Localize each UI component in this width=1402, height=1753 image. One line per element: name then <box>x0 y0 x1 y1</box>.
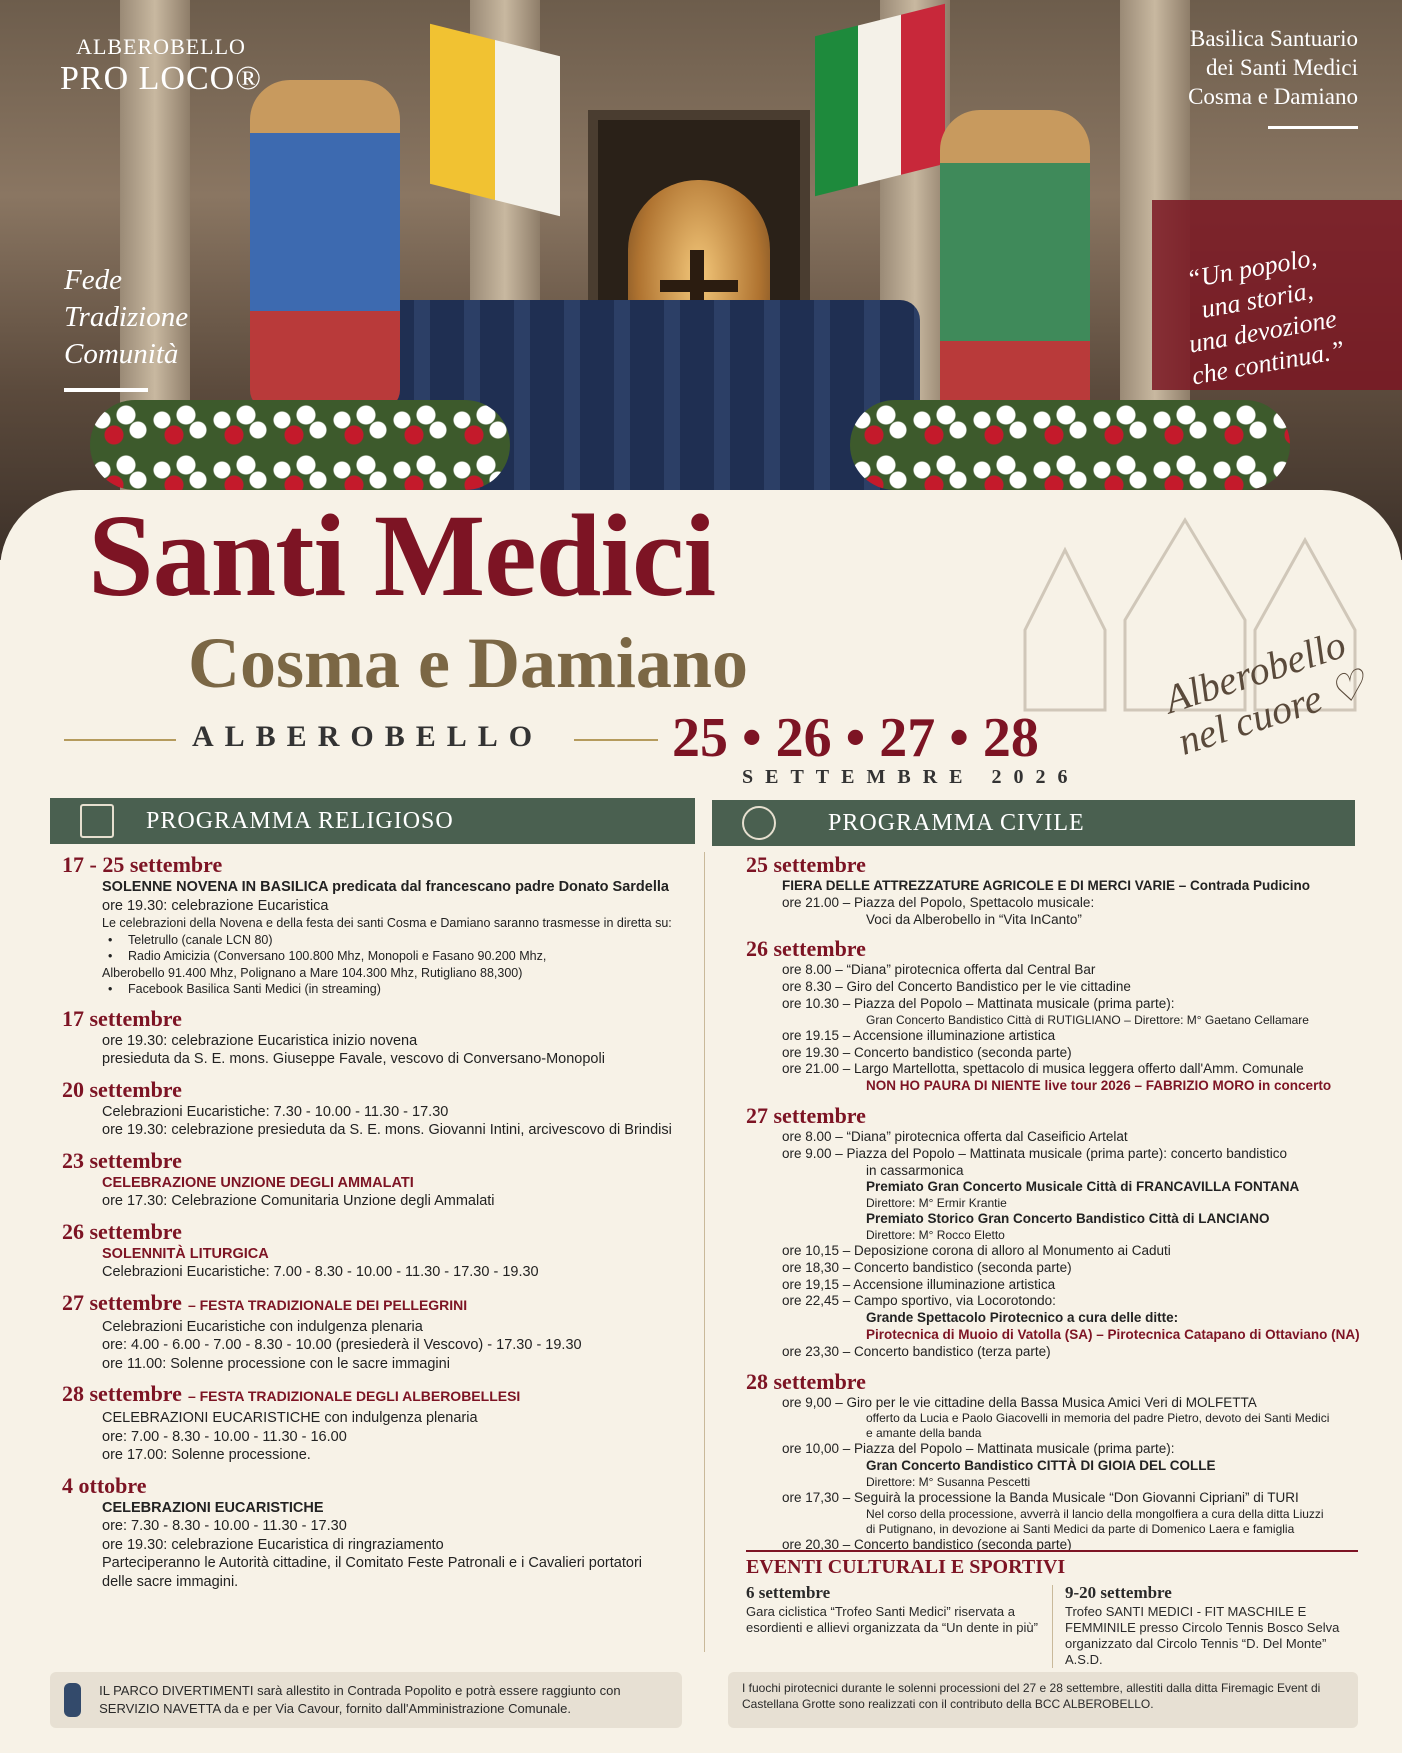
program-line: CELEBRAZIONE UNZIONE DEGLI AMMALATI <box>102 1174 414 1191</box>
day-date: 23 settembre <box>62 1147 182 1173</box>
program-line: ore 17,30 – Seguirà la processione la Banda Musicale “Don Giovanni Cipriani” di TURI <box>782 1489 1299 1505</box>
eventi-section <box>746 1550 1358 1668</box>
day-tag: – FESTA TRADIZIONALE DEI PELLEGRINI <box>187 1296 468 1313</box>
program-line: ore 17.30: Celebrazione Comunitaria Unzione degli Ammalati <box>102 1193 495 1209</box>
program-line: SOLENNITÀ LITURGICA <box>102 1245 269 1262</box>
day-heading <box>62 852 702 878</box>
day-date: 17 - 25 settembre <box>62 852 223 877</box>
footer-fuochi <box>728 1672 1358 1728</box>
day-heading <box>746 936 1366 962</box>
program-line: Nel corso della processione, avverrà il lancio della mongolfiera a cura della ditta Liuzzi <box>866 1506 1324 1521</box>
program-line: SOLENNE NOVENA IN BASILICA predicata dal francescano padre Donato Sardella <box>102 879 669 895</box>
motto: Fede Tradizione Comunità <box>64 264 189 370</box>
script-slogan: Alberobello nel cuore ♡ <box>1158 621 1372 764</box>
program-line: ore 8.30 – Giro del Concerto Bandistico per le vie cittadine <box>782 979 1131 995</box>
program-line: offerto da Lucia e Paolo Giacovelli in memoria del padre Pietro, devoto dei Santi Medici <box>866 1411 1330 1426</box>
program-line: Voci da Alberobello in “Vita InCanto” <box>866 911 1082 927</box>
program-line: Parteciperanno le Autorità cittadine, il Comitato Feste Patronali e i Cavalieri portatori <box>102 1555 642 1571</box>
program-line: • Teletrullo (canale LCN 80) <box>62 932 702 949</box>
day-heading <box>62 1148 702 1174</box>
evento-item <box>746 1585 1052 1668</box>
section-civile-header <box>712 800 1355 846</box>
event-dates: 25 • 26 • 27 • 28 <box>672 707 1039 769</box>
footer-text: IL PARCO DIVERTIMENTI sarà allestito in Contrada Popolito e potrà essere raggiunto con SERVIZIO NAVETTA da e per Via Cavour, fornito dall'Amministrazione Comunale. <box>99 1683 621 1716</box>
program-line: FIERA DELLE ATTREZZATURE AGRICOLE E DI MERCI VARIE – Contrada Pudicino <box>782 878 1311 893</box>
day-date: 26 settembre <box>746 936 866 962</box>
program-line: Direttore: M° Ermir Krantie <box>866 1196 1007 1211</box>
day-date: 25 settembre <box>746 852 866 877</box>
day-date: 27 settembre <box>62 1289 182 1315</box>
program-line: NON HO PAURA DI NIENTE live tour 2026 – FABRIZIO MORO in concerto <box>866 1078 1332 1094</box>
divider <box>1268 126 1358 129</box>
program-line: ore 20,30 – Concerto bandistico (seconda parte) <box>782 1536 1072 1552</box>
program-line: ore 19.30: celebrazione Eucaristica di ringraziamento <box>102 1536 444 1553</box>
italian-flag <box>815 4 945 196</box>
program-line: Direttore: M° Rocco Eletto <box>866 1227 1005 1242</box>
program-line: di Putignano, in devozione ai Santi Medici da parte di Domenico Laera e famiglia <box>866 1521 1295 1536</box>
day-date: 28 settembre <box>746 1368 866 1394</box>
evento-text: Trofeo SANTI MEDICI - FIT MASCHILE E FEMMINILE presso Circolo Tennis Bosco Selva organizzato dal Circolo Tennis “D. Del Monte” A.S.D. <box>1065 1604 1340 1667</box>
program-line: ore 10.30 – Piazza del Popolo – Mattinata musicale (prima parte): <box>782 995 1175 1011</box>
basilica-name: Basilica Santuario dei Santi Medici Cosma e Damiano <box>1188 26 1358 109</box>
program-line: Gran Concerto Bandistico Città di RUTIGLIANO – Direttore: M° Gaetano Cellamare <box>866 1012 1309 1027</box>
program-line: ore: 7.00 - 8.30 - 10.00 - 11.30 - 16.00 <box>102 1428 347 1445</box>
flower-arrangement <box>90 400 510 490</box>
program-line: Celebrazioni Eucaristiche con indulgenza plenaria <box>102 1318 423 1335</box>
statue-damiano <box>940 110 1090 440</box>
program-line: presieduta da S. E. mons. Giuseppe Favale, vescovo di Conversano-Monopoli <box>102 1051 605 1067</box>
program-line: ore 18,30 – Concerto bandistico (seconda parte) <box>782 1259 1072 1275</box>
day-date: 26 settembre <box>62 1218 182 1244</box>
program-line: ore 9,00 – Giro per le vie cittadine della Bassa Musica Amici Veri di MOLFETTA <box>782 1394 1257 1410</box>
statue-cosma <box>250 80 400 410</box>
evento-date: 9-20 settembre <box>1065 1583 1172 1602</box>
day-heading <box>62 1473 702 1499</box>
program-line: in cassarmonica <box>866 1162 964 1178</box>
program-line: ore: 7.30 - 8.30 - 10.00 - 11.30 - 17.30 <box>102 1518 347 1534</box>
program-line: ore 8.00 – “Diana” pirotecnica offerta dal Central Bar <box>782 962 1096 978</box>
vatican-flag <box>430 24 560 216</box>
program-line: Pirotecnica di Muoio di Vatolla (SA) – Pirotecnica Catapano di Ottaviano (NA) <box>866 1326 1360 1342</box>
program-line: ore 19.30: celebrazione Eucaristica <box>102 897 329 914</box>
program-line: • Radio Amicizia (Conversano 100.800 Mhz, Monopoli e Fasano 90.200 Mhz, <box>62 948 702 965</box>
section-religioso-header <box>50 798 695 844</box>
day-heading <box>746 852 1366 878</box>
day-heading <box>62 1077 702 1103</box>
day-heading <box>62 1381 702 1409</box>
hero-photo <box>0 0 1402 560</box>
day-date: 4 ottobre <box>62 1472 147 1498</box>
day-tag: – FESTA TRADIZIONALE DEGLI ALBEROBELLESI <box>187 1388 521 1404</box>
program-line: ore 19.30 – Concerto bandistico (seconda parte) <box>782 1044 1072 1060</box>
program-line: ore 9.00 – Piazza del Popolo – Mattinata musicale (prima parte): concerto bandistico <box>782 1145 1288 1161</box>
section-title: PROGRAMMA RELIGIOSO <box>146 808 454 834</box>
religioso-list <box>62 852 702 1591</box>
program-line: Alberobello 91.400 Mhz, Polignano a Mare 104.300 Mhz, Rutigliano 88,300) <box>102 965 523 980</box>
footer-navetta <box>50 1672 682 1728</box>
logo-top-text: ALBEROBELLO <box>76 34 246 59</box>
divider <box>574 739 658 741</box>
program-line: Premiato Storico Gran Concerto Bandistico Città di LANCIANO <box>866 1211 1270 1227</box>
day-date: 27 settembre <box>746 1102 866 1128</box>
program-line: ore 8.00 – “Diana” pirotecnica offerta dal Caseificio Artelat <box>782 1128 1128 1144</box>
quote-text: “Un popolo, una storia, una devozione che continua.” <box>1184 242 1347 391</box>
day-heading <box>746 1103 1366 1129</box>
day-heading <box>746 1369 1366 1395</box>
program-line: ore 17.00: Solenne processione. <box>102 1447 311 1463</box>
column-divider <box>704 852 705 1652</box>
program-line: ore 10,00 – Piazza del Popolo – Mattinata musicale (prima parte): <box>782 1441 1175 1457</box>
program-line: ore 21.00 – Piazza del Popolo, Spettacolo musicale: <box>782 894 1095 910</box>
day-date: 20 settembre <box>62 1076 182 1102</box>
section-title: PROGRAMMA CIVILE <box>828 810 1085 836</box>
footer-text: I fuochi pirotecnici durante le solenni processioni del 27 e 28 settembre, allestiti dalla ditta Firemagic Event di Castellana Grotte sono realizzati con il contributo della BCC ALBEROBELLO. <box>742 1681 1321 1711</box>
evento-item <box>1052 1585 1358 1668</box>
program-line: Gran Concerto Bandistico CITTÀ DI GIOIA DEL COLLE <box>866 1458 1216 1474</box>
pro-loco-logo <box>60 34 262 98</box>
program-line: ore 19,15 – Accensione illuminazione artistica <box>782 1276 1056 1292</box>
program-line: Direttore: M° Susanna Pescetti <box>866 1474 1031 1489</box>
event-title: Santi Medici <box>88 490 716 621</box>
program-line: ore: 4.00 - 6.00 - 7.00 - 8.30 - 10.00 (presiederà il Vescovo) - 17.30 - 19.30 <box>102 1337 582 1353</box>
program-line: e amante della banda <box>866 1426 982 1441</box>
divider <box>64 388 148 392</box>
bus-icon <box>64 1683 81 1717</box>
program-line: ore 19.15 – Accensione illuminazione artistica <box>782 1027 1056 1043</box>
program-line: Celebrazioni Eucaristiche: 7.00 - 8.30 - 10.00 - 11.30 - 17.30 - 19.30 <box>102 1264 539 1280</box>
evento-text: Gara ciclistica “Trofeo Santi Medici” riservata a esordienti e allievi organizzata da “Un dente in più” <box>746 1604 1038 1635</box>
day-heading <box>62 1006 702 1032</box>
day-date: 28 settembre <box>62 1381 182 1406</box>
program-line: CELEBRAZIONI EUCARISTICHE con indulgenza plenaria <box>102 1410 478 1426</box>
eventi-title: EVENTI CULTURALI E SPORTIVI <box>746 1556 1066 1578</box>
program-line: delle sacre immagini. <box>102 1573 239 1590</box>
program-line: Premiato Gran Concerto Musicale Città di FRANCAVILLA FONTANA <box>866 1179 1300 1195</box>
divider <box>64 739 176 741</box>
program-line: Celebrazioni Eucaristiche: 7.30 - 10.00 - 11.30 - 17.30 <box>102 1103 449 1120</box>
logo-bottom-text: PRO LOCO® <box>60 60 263 97</box>
program-line: ore 22,45 – Campo sportivo, via Locorotondo: <box>782 1293 1056 1309</box>
program-line: Le celebrazioni della Novena e della festa dei santi Cosma e Damiano saranno trasmesse in diretta su: <box>102 916 672 930</box>
event-month: SETTEMBRE 2026 <box>742 766 1080 788</box>
program-line: ore 11.00: Solenne processione con le sacre immagini <box>102 1355 450 1372</box>
event-subtitle: Cosma e Damiano <box>188 623 748 703</box>
program-line: ore 19.30: celebrazione Eucaristica inizio novena <box>102 1032 418 1049</box>
program-line: • Facebook Basilica Santi Medici (in streaming) <box>62 981 702 998</box>
day-date: 17 settembre <box>62 1005 182 1031</box>
city-name: ALBEROBELLO <box>192 720 544 753</box>
day-heading <box>62 1290 702 1318</box>
flower-arrangement <box>850 400 1290 490</box>
civile-list <box>746 852 1366 1554</box>
church-icon <box>80 804 114 838</box>
program-line: ore 19.30: celebrazione presieduta da S. E. mons. Giovanni Intini, arcivescovo di Brindisi <box>102 1122 672 1138</box>
program-line: ore 23,30 – Concerto bandistico (terza parte) <box>782 1343 1051 1359</box>
program-line: CELEBRAZIONI EUCARISTICHE <box>102 1499 324 1516</box>
saints-icon <box>742 806 776 840</box>
program-line: Grande Spettacolo Pirotecnico a cura delle ditte: <box>866 1310 1179 1326</box>
evento-date: 6 settembre <box>746 1583 831 1602</box>
day-heading <box>62 1219 702 1245</box>
program-line: ore 21.00 – Largo Martellotta, spettacolo di musica leggera offerto dall'Amm. Comunale <box>782 1061 1304 1077</box>
program-line: ore 10,15 – Deposizione corona di alloro al Monumento ai Caduti <box>782 1242 1171 1258</box>
